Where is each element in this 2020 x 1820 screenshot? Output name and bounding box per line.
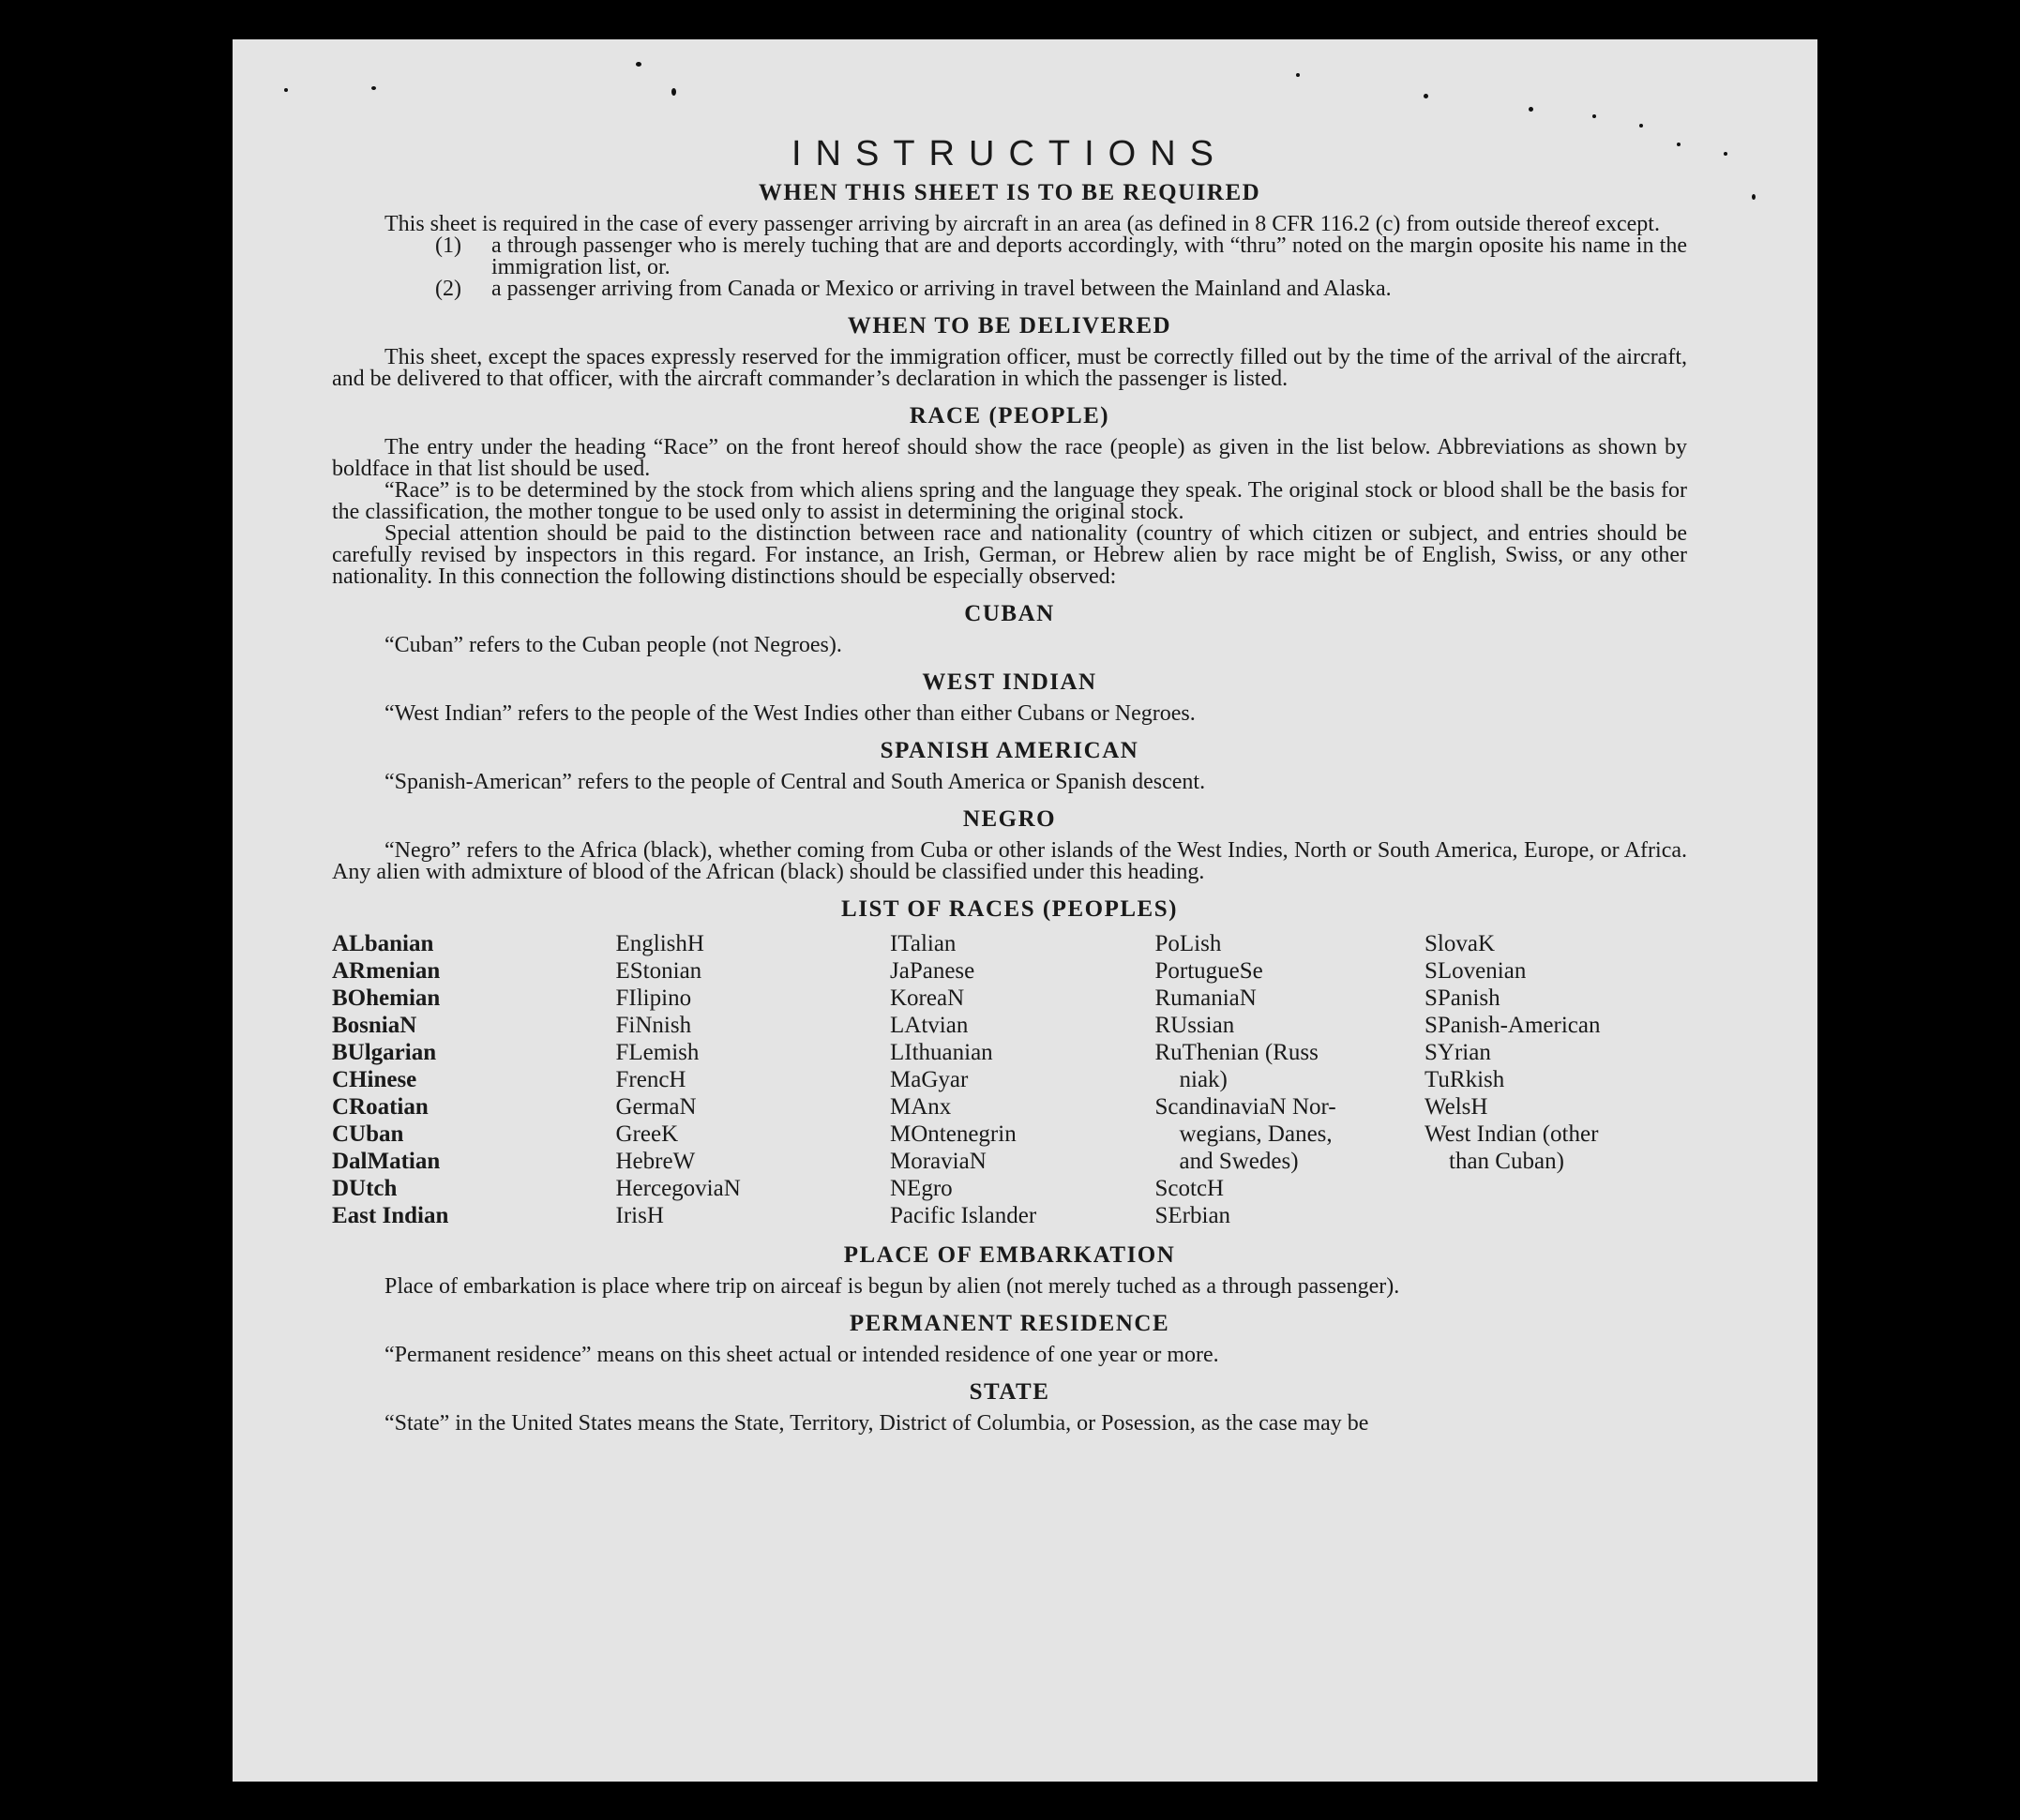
required-item [435,235,1687,278]
scan-speck [1752,194,1756,200]
race-item: East Indian [332,1203,449,1228]
race-item: BOhemian [332,985,441,1011]
race-item: DUtch [332,1176,398,1201]
race-item: TuRkish [1425,1067,1505,1092]
negro-text: “Negro” refers to the Africa (black), whether coming from Cuba or other islands of the West Indies, North or South America, Europe, or Africa. Any alien with admixture of blood of the African (black) should be classified under this heading. [332,838,1687,884]
race-list [332,930,1687,1229]
race-item: JaPanese [890,958,975,984]
race-item-continuation: than Cuban) [1449,1149,1564,1174]
race-item: ALbanian [332,931,434,956]
cuban-text: “Cuban” refers to the Cuban people (not Negroes). [384,633,842,657]
race-item: LAtvian [890,1013,969,1038]
race-item: MOntenegrin [890,1121,1017,1147]
section-heading-spanish-american: SPANISH AMERICAN [880,738,1139,763]
required-item [435,278,1687,300]
race-item: BosniaN [332,1013,417,1038]
race-item: NEgro [890,1176,953,1201]
scan-speck [1296,73,1300,77]
item-text: a through passenger who is merely tuching that are and deports accordingly, with “thru” noted on the margin oposite his name in the immigration list, or. [491,233,1687,279]
race-item: MoraviaN [890,1149,987,1174]
race-item: SPanish [1425,985,1500,1011]
section-heading-state: STATE [969,1379,1050,1405]
race-item: KoreaN [890,985,965,1011]
item-number: (1) [435,233,461,258]
race-paragraph-2: “Race” is to be determined by the stock from which aliens spring and the language they speak. The original stock or blood shall be the basis for the classification, the mother tongue to be used only to assist in determining the original stock. [332,478,1687,524]
scan-speck [671,88,676,96]
race-item: GreeK [615,1121,679,1147]
race-column-3 [890,930,1153,1229]
document-page [233,39,1817,1782]
race-item: ITalian [890,931,957,956]
race-item: SPanish-American [1425,1013,1601,1038]
scan-speck [1529,107,1533,112]
race-item: ARmenian [332,958,441,984]
item-number: (2) [435,277,461,301]
race-item-continuation: wegians, Danes, [1179,1121,1333,1147]
section-heading-cuban: CUBAN [964,601,1055,626]
race-item: HercegoviaN [615,1176,741,1201]
race-item: FLemish [615,1040,700,1065]
race-item-continuation: niak) [1179,1067,1228,1092]
section-heading-race: RACE (PEOPLE) [909,403,1110,429]
race-item: ScandinaviaN Nor- [1154,1094,1336,1120]
section-heading-negro: NEGRO [962,806,1057,832]
race-item: WelsH [1425,1094,1488,1120]
race-item: SlovaK [1425,931,1495,956]
race-item: PoLish [1154,931,1222,956]
scan-speck [284,88,288,92]
race-column-5 [1425,930,1687,1229]
race-item: ScotcH [1154,1176,1225,1201]
scan-speck [1724,152,1727,156]
race-item: Pacific Islander [890,1203,1037,1228]
state-text: “State” in the United States means the State, Territory, District of Columbia, or Posession, as the case may be [384,1411,1369,1436]
race-item: MaGyar [890,1067,969,1092]
race-item: West Indian (other [1425,1121,1599,1147]
race-column-1 [332,930,613,1229]
race-paragraph-3: Special attention should be paid to the distinction between race and nationality (country of which citizen or subject, and entries should be carefully revised by inspectors in this regard. For instance, an Irish, German, or Hebrew alien by race might be of English, Swiss, or any other nationality. In this connection the following distinctions should be especially observed: [332,521,1687,589]
section-heading-residence: PERMANENT RESIDENCE [849,1311,1170,1336]
race-item-continuation: and Swedes) [1179,1149,1299,1174]
item-text: a passenger arriving from Canada or Mexico or arriving in travel between the Mainland and Alaska. [491,277,1392,301]
required-intro: This sheet is required in the case of every passenger arriving by aircraft in an area (as defined in 8 CFR 116.2 (c) from outside thereof except. [384,212,1660,236]
race-column-2 [616,930,888,1229]
race-item: IrisH [615,1203,664,1228]
race-column-4 [1155,930,1423,1229]
delivered-text: This sheet, except the spaces expressly reserved for the immigration officer, must be correctly filled out by the time of the arrival of the aircraft, and be delivered to that officer, with the aircraft commander’s declaration in which the passenger is listed. [332,345,1687,391]
race-item: FiNnish [615,1013,692,1038]
residence-text: “Permanent residence” means on this sheet actual or intended residence of one year or more. [384,1343,1219,1367]
section-heading-list-of-races: LIST OF RACES (PEOPLES) [841,896,1178,922]
west-indian-text: “West Indian” refers to the people of the West Indies other than either Cubans or Negroes. [384,701,1196,726]
embarkation-text: Place of embarkation is place where trip on airceaf is begun by alien (not merely tuched as a through passenger). [384,1274,1400,1299]
race-item: HebreW [615,1149,696,1174]
race-item: EnglishH [615,931,704,956]
scan-speck [1639,124,1643,128]
race-item: SYrian [1425,1040,1491,1065]
race-item: BUlgarian [332,1040,437,1065]
section-heading-embarkation: PLACE OF EMBARKATION [843,1242,1176,1268]
race-item: FrencH [615,1067,686,1092]
race-item: GermaN [615,1094,697,1120]
scan-speck [636,62,641,67]
scan-speck [371,86,376,90]
section-heading-delivered: WHEN TO BE DELIVERED [847,313,1172,338]
instructions-content [332,133,1687,1435]
section-heading-west-indian: WEST INDIAN [922,669,1097,695]
race-item: MAnx [890,1094,952,1120]
scan-speck [1424,94,1428,98]
race-item: DalMatian [332,1149,441,1174]
section-heading-required: WHEN THIS SHEET IS TO BE REQUIRED [758,180,1261,205]
race-item: CUban [332,1121,404,1147]
race-item: RumaniaN [1154,985,1257,1011]
race-item: RUssian [1154,1013,1235,1038]
race-item: SLovenian [1425,958,1527,984]
race-item: PortugueSe [1154,958,1263,984]
race-item: SErbian [1154,1203,1231,1228]
scan-speck [1592,114,1596,118]
page-title: INSTRUCTIONS [791,134,1228,173]
race-item: CRoatian [332,1094,429,1120]
race-item: RuThenian (Russ [1154,1040,1319,1065]
race-paragraph-1: The entry under the heading “Race” on the front hereof should show the race (people) as given in the list below. Abbreviations as shown by boldface in that list should be used. [332,435,1687,481]
spanish-american-text: “Spanish-American” refers to the people of Central and South America or Spanish descent. [384,770,1206,794]
race-item: FIlipino [615,985,692,1011]
race-item: EStonian [615,958,702,984]
race-item: LIthuanian [890,1040,993,1065]
race-item: CHinese [332,1067,417,1092]
